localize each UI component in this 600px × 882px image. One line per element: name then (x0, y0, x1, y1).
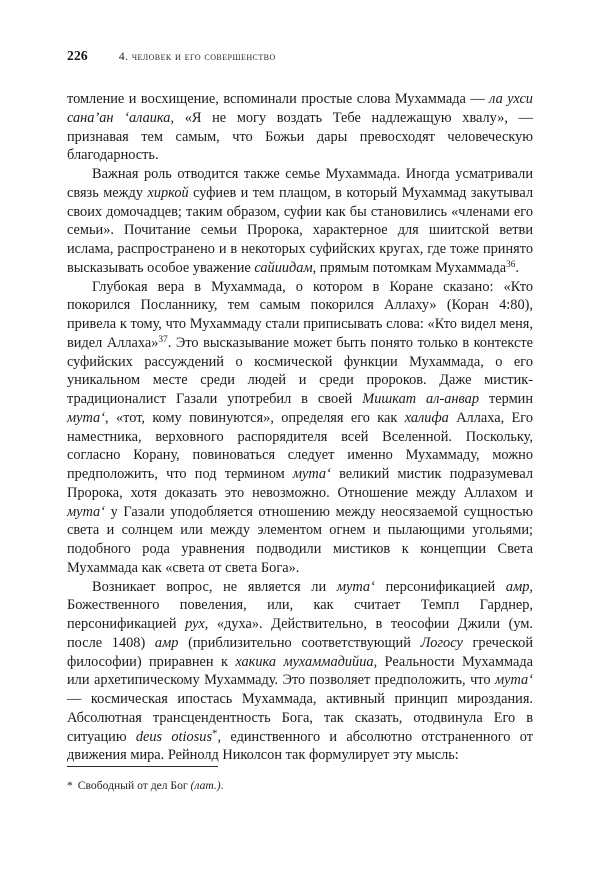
text-run: томление и восхищение, вспоминали простые слова Мухаммада — (67, 91, 490, 107)
footnote-entry (67, 778, 533, 793)
text-run: , единственного и абсолютно отстраненного от движения мира. Рейнолд Николсон так формулирует эту мысль: (67, 728, 533, 764)
italic-term: мута‘ (494, 672, 533, 689)
text-run: , Реальности Мухаммада или архетипическому Мухаммаду. Это позволяет предположить, что (67, 653, 533, 689)
footnote-separator-rule (67, 766, 218, 767)
paragraph-1 (67, 90, 533, 165)
text-run: . (220, 779, 224, 792)
text-run: суфиев и тем плащом, в который Мухаммад закутывал своих домочадцев; таким образом, суфии как бы становились «членами его семьи». Почитание семьи Пророка, характерное для шиитской ветви ислама, распространено и в некоторых суфийских кругах, где тоже принято высказывать особое уважение (67, 184, 533, 276)
italic-term: (лат.) (190, 779, 221, 792)
italic-term: мута‘ (67, 503, 106, 520)
footnote-area (67, 766, 533, 793)
text-run: у Газали уподобляется отношению между неосязаемой сущностью света и солнцем или между элементом огнем и пылающими угольями; подобного рода уравнения подводили мистиков к концепции Света Мухаммада как «света от света Бога». (67, 503, 533, 576)
footnote-marker: * (67, 779, 73, 792)
italic-term: амр (154, 634, 179, 651)
footnote-reference: 36 (506, 259, 516, 270)
italic-term: хиркой (147, 184, 189, 201)
text-run: , «Я не могу воздать Тебе надлежащую хвалу», — признавая тем самым, что Божьи дары превосходят человеческую благодарность. (67, 109, 533, 164)
footnote-reference: 37 (158, 334, 168, 345)
italic-term: хакика мухаммадийиа (235, 653, 374, 670)
italic-term: халифа (404, 409, 449, 426)
italic-term: амр (505, 578, 530, 595)
italic-term: Логосу (420, 634, 463, 651)
chapter-title: 4. человек и его совершенство (118, 50, 276, 63)
text-run: термин (479, 391, 533, 407)
text-run: , «духа». Действительно, в теософии Джили (ум. после 1408) (67, 616, 533, 651)
italic-term: мута‘ (67, 409, 106, 426)
text-run: великий мистик подразумевал Пророка, хотя доказать это невозможно. Отношение между Аллахом и (67, 466, 533, 501)
text-run: Возникает вопрос, не является ли (92, 578, 337, 595)
text-run: (приблизительно соответствующий (178, 634, 421, 651)
running-head (67, 48, 533, 64)
italic-term: мута‘ (292, 466, 331, 482)
italic-term: Мишкат ал-анвар (362, 391, 480, 407)
italic-term: ла ухси сана’ан ‘алаика (67, 91, 533, 126)
text-run: Глубокая вера в Мухаммада, о котором в Коране сказано: «Кто покорился Посланнику, тем самым покорился Аллаху» (Коран 4:80), привела к тому, что Мухаммаду стали приписывать слова: «Кто видел меня, видел Аллаха» (67, 278, 533, 351)
italic-term: deus otiosus (135, 728, 213, 745)
text-run: , прямым потомкам Мухаммада (312, 259, 507, 276)
italic-term: мута‘ (336, 578, 375, 595)
text-run: , Божественного повеления, или, как считает Темпл Гарднер, персонификацией (67, 578, 534, 632)
footnote-reference-asterisk: * (212, 726, 218, 739)
text-run: — космическая ипостась Мухаммада, активный принцип мироздания. Абсолютная трансцендентность Бога, так сказать, отодвинула Его в ситуацию (67, 691, 533, 745)
text-run: Важная роль отводится также семье Мухаммада. Иногда усматривали связь между (67, 166, 533, 201)
italic-term: сайиидам (254, 259, 313, 276)
footnote-body (78, 779, 224, 792)
italic-term: рух (185, 616, 205, 632)
text-run: . Это высказывание может быть понято только в контексте суфийских рассуждений о космической функции Мухаммада, о его уникальном месте среди людей и среди пророков. Даже мистик-традиционалист Газали употребил в своей (67, 334, 534, 407)
page-number: 226 (67, 48, 88, 63)
text-run: персонификацией (374, 578, 506, 595)
text-run: , «тот, кому повинуются», определяя его как (105, 409, 405, 426)
text-run: греческой философии) приравнен к (67, 634, 533, 670)
paragraph-3 (67, 278, 533, 578)
paragraph-2 (67, 165, 533, 278)
body-text-column (67, 90, 533, 765)
text-run: . (515, 259, 520, 276)
text-run: Свободный от дел Бог (77, 779, 191, 792)
paragraph-4 (67, 578, 533, 766)
text-run: Аллаха, Его наместника, верховного распорядителя всей Вселенной. Поскольку, согласно Корану, повиноваться следует именно Мухаммаду, можно предположить, что под термином (67, 409, 533, 482)
